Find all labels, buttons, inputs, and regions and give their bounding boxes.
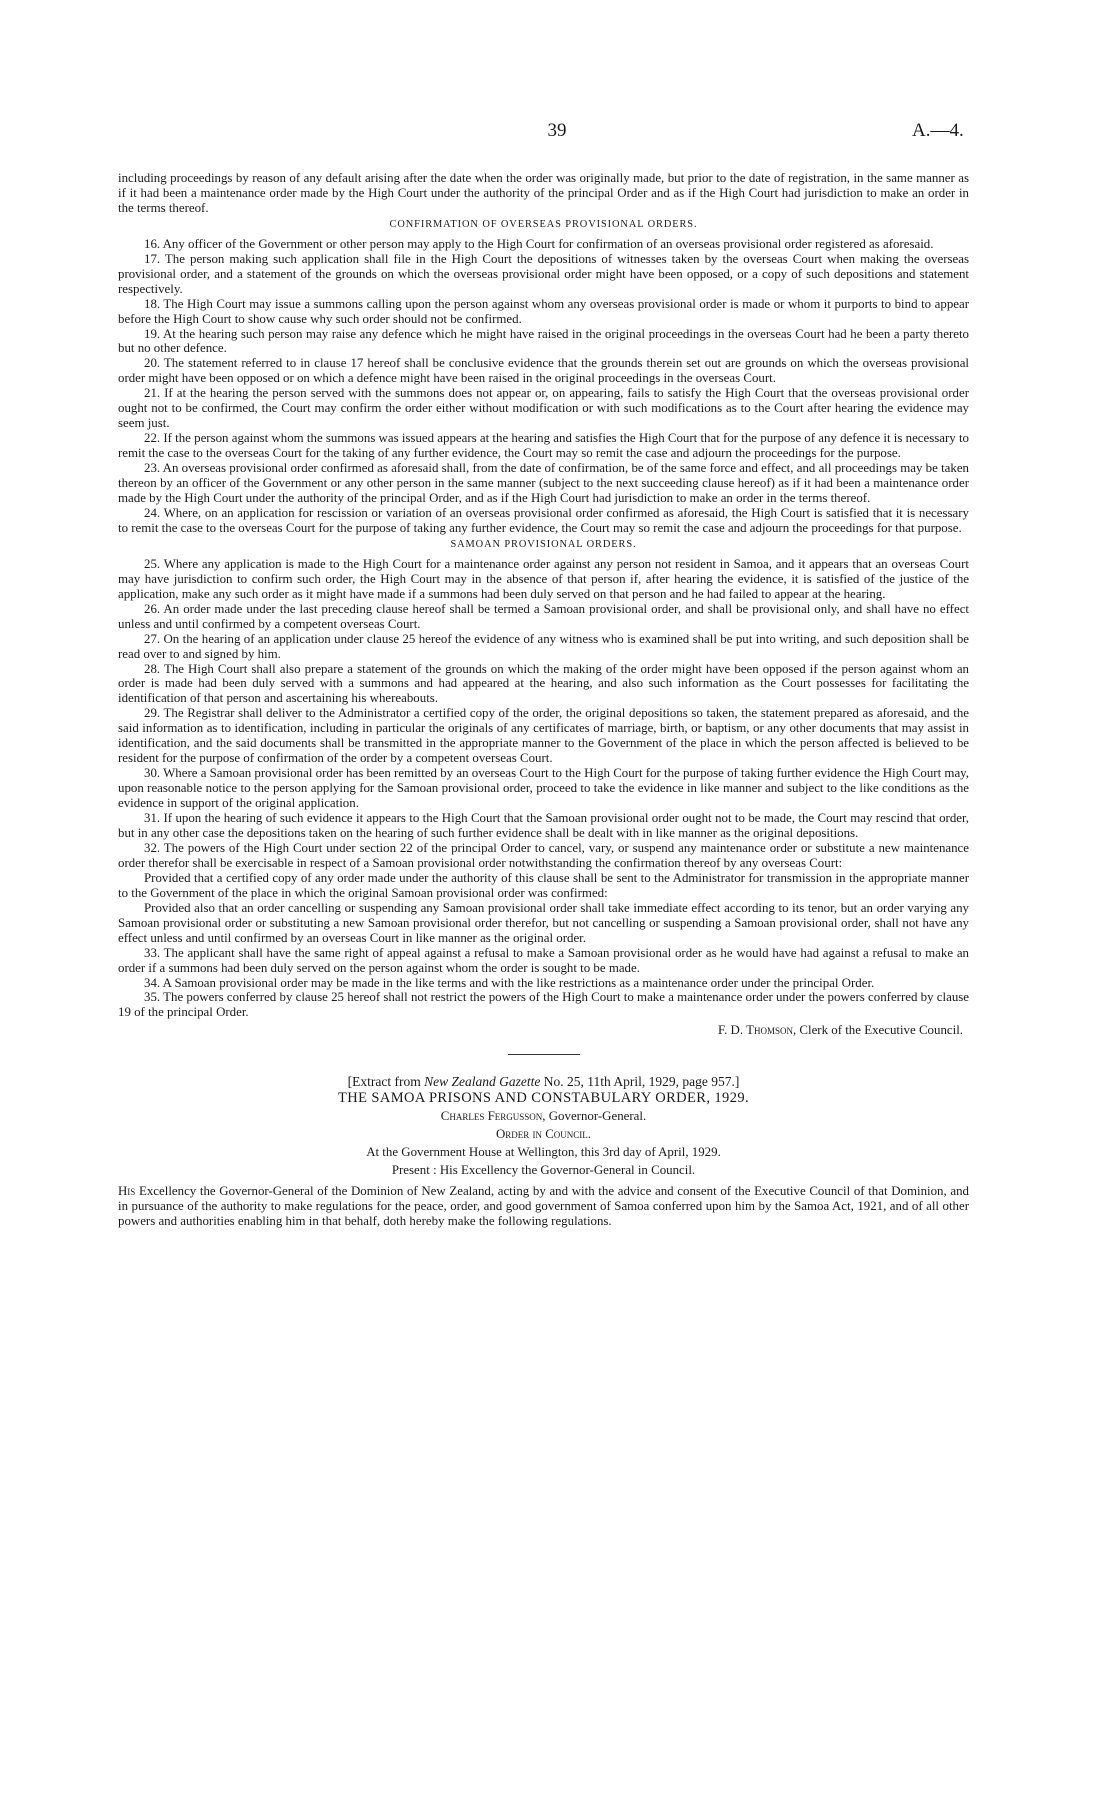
section-heading-samoan: SAMOAN PROVISIONAL ORDERS.	[450, 538, 637, 550]
preamble-text: Excellency the Governor-General of the Dominion of New Zealand, acting by and with the advice and consent of the Executive Council of that Dominion, and in pursuance of the authority to make regulations for the peace, order, and good government of Samoa conferred upon him by the Samoa Act, 1921, and of all other powers and authorities enabling him in that behalf, doth hereby make the following regulations.	[118, 1184, 969, 1229]
place-date-line: At the Government House at Wellington, this 3rd day of April, 1929.	[366, 1145, 721, 1160]
governor-name: Charles Fergusson	[440, 1109, 543, 1124]
clause-27: 27. On the hearing of an application under clause 25 hereof the evidence of any witness who is examined shall be put into writing, and such deposition shall be read over to and signed by him.	[118, 631, 969, 661]
present-line: Present : His Excellency the Governor-General in Council.	[391, 1163, 696, 1178]
clause-29: 29. The Registrar shall deliver to the Administrator a certified copy of the order, the original depositions so taken, the statement prepared as aforesaid, and the said information as to identification, including in particular the originals of any certificates of marriage, birth, or baptism, or any other documents that may assist in identification, and the said documents shall be transmitted in the appropriate manner to the Government of the place in which the person affected is believed to be resident for the purpose of confirmation of the order by a competent overseas Court.	[118, 706, 969, 766]
order-title: THE SAMOA PRISONS AND CONSTABULARY ORDER, 1929.	[337, 1090, 750, 1107]
clause-30: 30. Where a Samoan provisional order has been remitted by an overseas Court to the High Court for the purpose of taking further evidence the High Court may, upon reasonable notice to the person applying for the Samoan provisional order, proceed to take the evidence in like manner and subject to the like conditions as the evidence in support of the original application.	[118, 766, 969, 811]
clause-28: 28. The High Court shall also prepare a statement of the grounds on which the making of the order might have been opposed if the person against whom an order is made had been duly served with a summons and had appeared at the hearing, and also such information as the Court possesses for facilitating the identification of that person and ascertaining his whereabouts.	[118, 661, 969, 706]
governor-line	[118, 1107, 969, 1125]
clause-17: 17. The person making such application shall file in the High Court the depositions of witnesses taken by the overseas Court when making the overseas provisional order, and a statement of the grounds on which the overseas provisional order might have been opposed, or a copy of such depositions and statement respectively.	[118, 251, 969, 296]
clause-35: 35. The powers conferred by clause 25 hereof shall not restrict the powers of the High Court to make a maintenance order under the powers conferred by clause 19 of the principal Order.	[118, 990, 969, 1020]
page-reference: A.—4.	[912, 120, 964, 141]
page-number: 39	[547, 120, 567, 141]
clause-25: 25. Where any application is made to the High Court for a maintenance order against any person not resident in Samoa, and it appears that an overseas Court may have jurisdiction to confirm such order, the High Court may in the absence of that person if, after hearing the evidence, it is satisfied of the justice of the application, make any such order as it might have made if a summons had been duly served on that person and he had failed to appear at the hearing.	[118, 556, 969, 601]
order-header	[118, 1073, 969, 1179]
gazette-extract: [Extract from New Zealand Gazette No. 25, 11th April, 1929, page 957.]	[347, 1074, 740, 1090]
clause-21: 21. If at the hearing the person served with the summons does not appear or, on appearing, fails to satisfy the High Court that the overseas provisional order ought not to be confirmed, the Court may confirm the order either without modification or with such modifications as to the Court after hearing the evidence may seem just.	[118, 386, 969, 431]
order-preamble	[118, 1184, 969, 1229]
clause-34: 34. A Samoan provisional order may be made in the like terms and with the like restrictions as a maintenance order under the principal Order.	[144, 975, 875, 990]
clause-31: 31. If upon the hearing of such evidence it appears to the High Court that the Samoan provisional order ought not to be made, the Court may rescind that order, but in any other case the depositions taken on the hearing of such further evidence shall be dealt with in like manner as the original depositions.	[118, 811, 969, 840]
gazette-name: New Zealand Gazette	[424, 1074, 541, 1090]
clause-32: 32. The powers of the High Court under section 22 of the principal Order to cancel, vary, or suspend any maintenance order or substitute a new maintenance order therefor shall be exercisable in respect of a Samoan provisional order notwithstanding the confirmation thereof by any overseas Court:	[118, 840, 969, 870]
order-preamble-block	[118, 1184, 969, 1229]
clause-19: 19. At the hearing such person may raise any defence which he might have raised in the original proceedings in the overseas Court had he been a party thereto but no other defence.	[118, 326, 969, 356]
signatory-title: , Clerk of the Executive Council.	[792, 1023, 963, 1038]
clause-20: 20. The statement referred to in clause 17 hereof shall be conclusive evidence that the grounds therein set out are grounds on which the overseas provisional order might have been opposed or on which a defence might have been raised in the original proceedings in the overseas Court.	[118, 356, 969, 386]
governor-title: , Governor-General.	[542, 1109, 647, 1124]
clause-18: 18. The High Court may issue a summons calling upon the person against whom any overseas provisional order is made or whom it purports to bind to appear before the High Court to show cause why such order should not be confirmed.	[118, 296, 969, 326]
signature-line	[118, 1023, 969, 1038]
proviso-2: Provided also that an order cancelling or suspending any Samoan provisional order shall take immediate effect according to its tenor, but an order varying any Samoan provisional order or substituting a new Samoan provisional order therefor, but not cancelling or suspending a Samoan provisional order, shall not have any effect unless and until confirmed by an overseas Court in like manner as the original order.	[118, 900, 969, 945]
proviso-1: Provided that a certified copy of any order made under the authority of this clause shall be sent to the Administrator for transmission in the appropriate manner to the Government of the place in which the original Samoan provisional order was confirmed:	[118, 870, 969, 900]
clause-26: 26. An order made under the last preceding clause hereof shall be termed a Samoan provisional order, and shall be provisional only, and shall have no effect unless and until confirmed by a competent overseas Court.	[118, 601, 969, 631]
section-heading-confirmation: CONFIRMATION OF OVERSEAS PROVISIONAL ORDERS.	[389, 218, 698, 230]
clause-23: 23. An overseas provisional order confirmed as aforesaid shall, from the date of confirmation, be of the same force and effect, and all proceedings may be taken thereon by an officer of the Government or any other person in the same manner (subject to the next succeeding clause hereof) as if it had been a maintenance order made by the High Court under the authority of the principal Order, and as if the High Court had jurisdiction to make an order in the terms thereof.	[118, 461, 969, 506]
clause-16: 16. Any officer of the Government or other person may apply to the High Court for confirmation of an overseas provisional order registered as aforesaid.	[144, 236, 934, 251]
preamble-lead: His	[118, 1184, 136, 1199]
document-body	[118, 171, 969, 1229]
order-in-council-heading: Order in Council.	[495, 1127, 592, 1142]
clause-22: 22. If the person against whom the summons was issued appears at the hearing and satisfies the High Court that for the purpose of any defence it is necessary to remit the case to the overseas Court for the taking of any further evidence, the Court may so remit the case and adjourn the proceedings for the purpose.	[118, 431, 969, 461]
clause-33: 33. The applicant shall have the same right of appeal against a refusal to make a Samoan provisional order as he would have had against a refusal to make an order if a summons had been duly served on the person against whom the order is sought to be made.	[118, 945, 969, 975]
clause-24: 24. Where, on an application for rescission or variation of an overseas provisional order confirmed as aforesaid, the High Court is satisfied that it is necessary to remit the case to the overseas Court for the purpose of taking any further evidence, the Court may so remit the case and adjourn the proceedings for that purpose.	[118, 505, 969, 535]
signatory-name: F. D. Thomson	[717, 1023, 793, 1038]
divider-rule	[508, 1054, 580, 1055]
continuation-paragraph: including proceedings by reason of any default arising after the date when the order was originally made, but prior to the date of registration, in the same manner as if it had been a maintenance order made by the High Court under the authority of the principal Order and as if the High Court had jurisdiction to make an order in the terms thereof.	[118, 171, 969, 215]
